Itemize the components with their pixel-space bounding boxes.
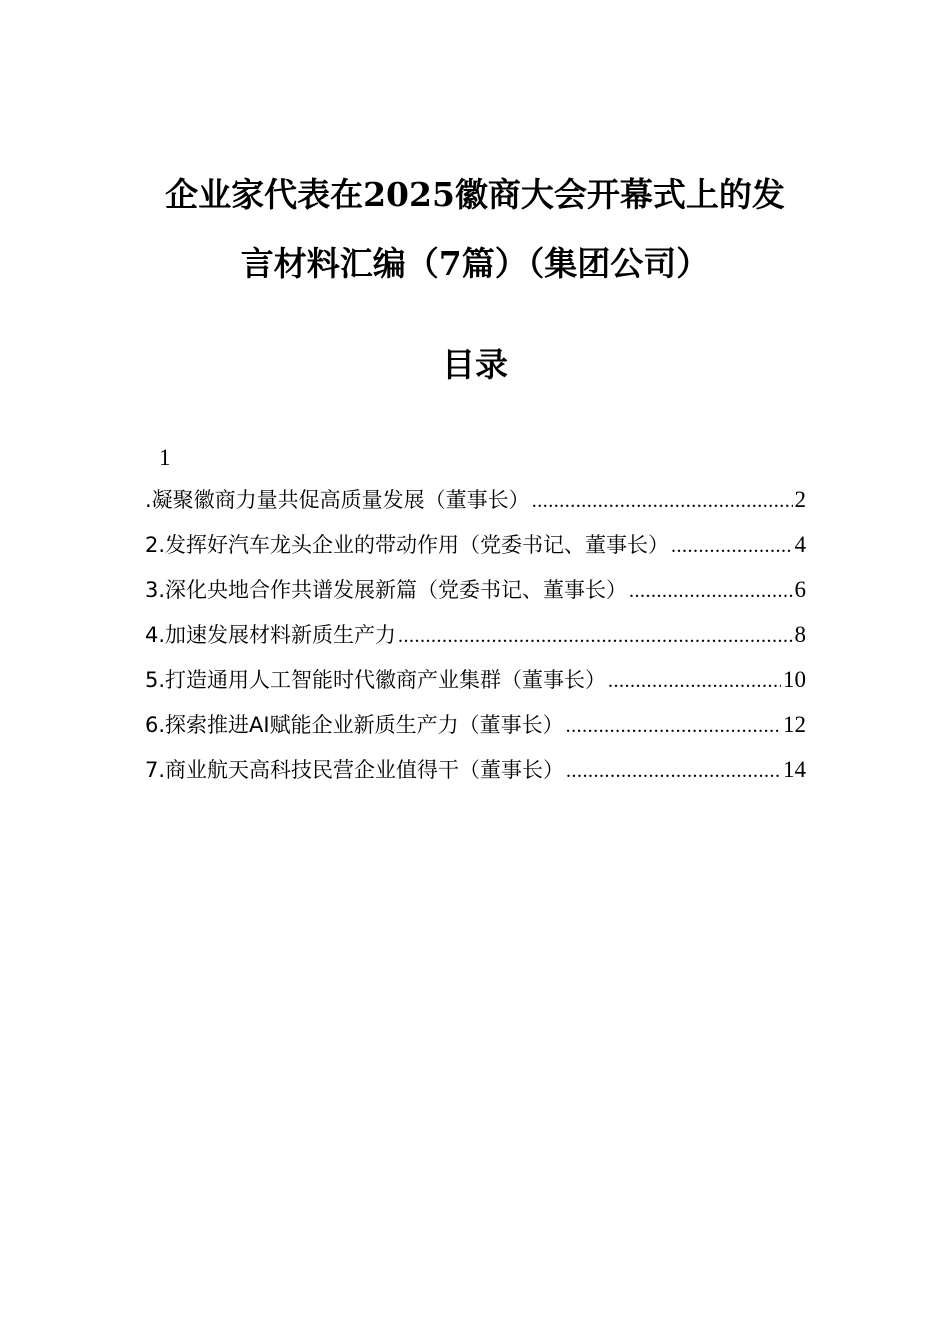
toc-entry-4[interactable] xyxy=(145,619,806,664)
toc-entry-label: 6.探索推进AI赋能企业新质生产力（董事长） xyxy=(145,713,564,737)
document-title-line-2: 言材料汇编（7篇）（集团公司） xyxy=(240,244,710,283)
toc-entry-6[interactable] xyxy=(145,709,806,754)
toc-entry-5[interactable] xyxy=(145,664,806,709)
table-of-contents xyxy=(145,484,806,799)
toc-leader-dots xyxy=(566,710,781,742)
toc-heading: 目录 xyxy=(442,345,508,384)
toc-entry-page: 12 xyxy=(783,712,806,737)
toc-entry-label: 4.加速发展材料新质生产力 xyxy=(145,623,397,647)
toc-entry-page: 10 xyxy=(783,667,806,692)
toc-entry-3[interactable] xyxy=(145,574,806,619)
toc-leader-dots xyxy=(532,485,793,517)
toc-leader-dots xyxy=(629,575,792,607)
toc-leader-dots xyxy=(608,665,781,697)
toc-entry-page: 4 xyxy=(794,532,806,557)
toc-entry-page: 14 xyxy=(783,757,806,782)
toc-leader-dots xyxy=(566,755,781,787)
toc-entry-label: 3.深化央地合作共谱发展新篇（党委书记、董事长） xyxy=(145,578,628,602)
toc-leader-dots xyxy=(671,530,792,562)
toc-entry-page: 2 xyxy=(794,487,806,512)
toc-entry-7[interactable] xyxy=(145,754,806,799)
toc-entry-2[interactable] xyxy=(145,529,806,574)
toc-entry-page: 6 xyxy=(794,577,806,602)
toc-entry-label: 7.商业航天高科技民营企业值得干（董事长） xyxy=(145,758,565,782)
toc-leader-dots xyxy=(398,620,792,652)
toc-entry-label: 2.发挥好汽车龙头企业的带动作用（党委书记、董事长） xyxy=(145,533,670,557)
document-title-line-1: 企业家代表在2025徽商大会开幕式上的发 xyxy=(165,175,785,214)
toc-entry-1[interactable] xyxy=(145,484,806,529)
toc-stray-number: 1 xyxy=(159,445,171,470)
toc-entry-label: 5.打造通用人工智能时代徽商产业集群（董事长） xyxy=(145,668,607,692)
toc-entry-label: .凝聚徽商力量共促高质量发展（董事长） xyxy=(145,488,530,512)
toc-entry-page: 8 xyxy=(794,622,806,647)
